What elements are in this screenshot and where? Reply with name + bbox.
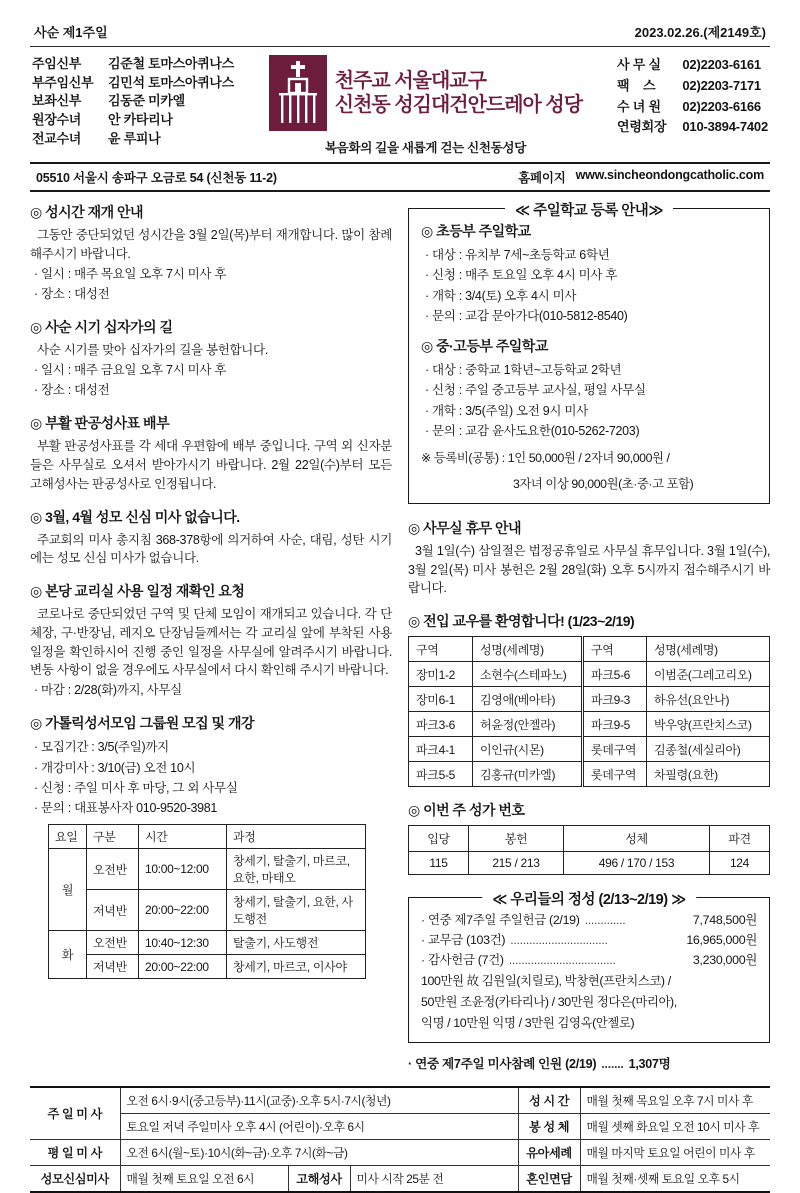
- col-header: 요일: [49, 825, 87, 849]
- bible-class-table: [48, 824, 366, 979]
- section-title: ◎ 본당 교리실 사용 일정 재확인 요청: [30, 583, 245, 599]
- col-header: 시간: [139, 825, 227, 849]
- bullet-line: · 대상 : 유치부 7세~초등학교 6학년: [425, 248, 610, 262]
- hymn-number: 124: [710, 852, 770, 875]
- liturgical-season: 사순 제1주일: [34, 25, 108, 40]
- church-name: 신천동 성김대건안드레아 성당: [334, 94, 583, 116]
- staff-role: 부주임신부: [32, 74, 94, 90]
- hymn-number: 496 / 170 / 153: [564, 852, 710, 875]
- sunday-school-box: [408, 203, 770, 504]
- church-address: 05510 서울시 송파구 오금로 54 (신천동 11-2): [36, 171, 277, 185]
- offering-label: · 감사헌금 (7건): [421, 953, 504, 968]
- table-row: [409, 852, 770, 875]
- table-row: [30, 1165, 770, 1192]
- tagline: 복음화의 길을 새롭게 걷는 신천동성당: [324, 141, 526, 155]
- schedule-label: 평 일 미 사: [30, 1139, 120, 1165]
- cell: 장미1-2: [409, 662, 473, 687]
- cell: 김종철(세실리아): [647, 737, 770, 762]
- staff-role: 보좌신부: [32, 93, 82, 109]
- attendance-label: · 연중 제7주일 미사참례 인원 (2/19): [408, 1056, 597, 1071]
- section-body: 부활 판공성사표를 각 세대 우편함에 배부 중입니다. 구역 외 신자분들은 사무실로 오셔서 받아가시기 바랍니다. 2월 22일(수)부터 모든 고해성사는 판공성사로 인정됩니다.: [30, 439, 392, 491]
- section-office-closed: [408, 518, 770, 598]
- cell: 저녁반: [87, 955, 139, 979]
- schedule-label: 봉 성 체: [518, 1113, 580, 1139]
- attendance-count: 1,307명: [628, 1056, 671, 1071]
- cell: 이인규(시몬): [473, 737, 583, 762]
- schedule-value: 오전 6시(월~토)·10시(화~금)·오후 7시(화~금): [120, 1139, 518, 1165]
- dot-leader: .............: [584, 913, 626, 928]
- cell: 창세기, 탈출기, 마르코, 요한, 마태오: [227, 849, 366, 890]
- col-header: 봉헌: [469, 826, 564, 852]
- col-header: 구역: [583, 637, 647, 662]
- church-logo-icon: [269, 55, 327, 131]
- cell: 파크9-5: [583, 712, 647, 737]
- hymn-table: [408, 825, 770, 875]
- table-header-row: [49, 825, 366, 849]
- section-newcomers: [408, 611, 770, 787]
- cell: 소현수(스테파노): [473, 662, 583, 687]
- top-row: [30, 20, 770, 46]
- brand-block: [269, 55, 582, 156]
- table-row: [409, 712, 770, 737]
- schedule-value: 매월 첫째·셋째 토요일 오후 5시: [580, 1165, 770, 1192]
- staff-name: 윤 루피나: [108, 130, 161, 146]
- staff-row: [32, 92, 234, 111]
- bullet-line: · 일시 : 매주 목요일 오후 7시 미사 후: [34, 266, 227, 281]
- schedule-value: 오전 6시·9시(중고등부)·11시(교중)·오후 5시·7시(청년): [120, 1087, 518, 1114]
- newcomers-table: [408, 636, 770, 787]
- bullet-line: · 문의 : 교감 문아가다(010-5812-8540): [425, 308, 628, 323]
- schedule-label: 혼인면담: [518, 1165, 580, 1192]
- offering-detail: 익명 / 10만원 익명 / 3만원 김영옥(안젤로): [421, 1016, 635, 1031]
- homepage-link[interactable]: www.sincheondongcatholic.com: [575, 168, 764, 182]
- schedule-label: 고해성사: [288, 1165, 350, 1192]
- right-column: [408, 202, 770, 1072]
- cell: 박우양(프란치스코): [647, 712, 770, 737]
- cell: 20:00~22:00: [139, 955, 227, 979]
- bullet-line: · 개학 : 3/5(주일) 오전 9시 미사: [425, 403, 588, 418]
- section-holy-hour: [30, 202, 392, 304]
- bullet-line: · 장소 : 대성전: [34, 286, 110, 301]
- cell: 롯데구역: [583, 737, 647, 762]
- cell: 20:00~22:00: [139, 890, 227, 931]
- staff-name: 김동준 미카엘: [108, 93, 185, 109]
- address-row: [30, 164, 770, 190]
- table-row: [409, 737, 770, 762]
- cell: 차필령(요한): [647, 762, 770, 787]
- schedule-label: 주 일 미 사: [30, 1087, 120, 1140]
- cell: 10:40~12:30: [139, 931, 227, 955]
- schedule-label: 성모신심미사: [30, 1165, 120, 1192]
- staff-row: [32, 74, 234, 93]
- staff-role: 주임신부: [32, 56, 82, 71]
- cell: 파크5-5: [409, 762, 473, 787]
- col-header: 성명(세례명): [473, 637, 583, 662]
- day-cell: 월: [49, 849, 87, 931]
- offering-amount: 7,748,500원: [692, 913, 757, 928]
- section-body: 주교회의 미사 총지침 368-378항에 의거하여 사순, 대림, 성탄 시기에는 성모 신심 미사가 없습니다.: [30, 532, 392, 566]
- staff-row: [32, 55, 234, 74]
- schedule-label: 성 시 간: [518, 1087, 580, 1114]
- bullet-line: · 신청 : 매주 토요일 오후 4시 미사 후: [425, 268, 618, 283]
- staff-list: [32, 55, 234, 156]
- contact-number: 010-3894-7402: [682, 119, 768, 135]
- bullet-line: · 문의 : 대표봉사자 010-9520-3981: [34, 801, 218, 815]
- section-stations-of-cross: [30, 317, 392, 400]
- offering-line: [421, 930, 757, 950]
- masthead: [30, 47, 770, 162]
- col-header: 파견: [710, 826, 770, 852]
- cell: 오전반: [87, 931, 139, 955]
- section-hymns: [408, 800, 770, 875]
- offering-amount: 16,965,000원: [686, 933, 757, 948]
- cell: 10:00~12:00: [139, 849, 227, 890]
- cell: 탈출기, 사도행전: [227, 931, 366, 955]
- staff-role: 원장수녀: [32, 112, 82, 128]
- bullet-line: · 대상 : 중학교 1학년~고등학교 2학년: [425, 363, 622, 377]
- staff-role: 전교수녀: [32, 130, 82, 146]
- dot-leader: ..................................: [508, 953, 616, 968]
- contact-number: 02)2203-7171: [682, 77, 761, 93]
- contact-number: 02)2203-6166: [682, 98, 761, 114]
- box-title: ≪ 우리들의 정성 (2/13~2/19) ≫: [482, 888, 696, 909]
- hymn-number: 215 / 213: [469, 852, 564, 875]
- section-easter-confession-cards: [30, 413, 392, 493]
- offering-box: [408, 892, 770, 1043]
- schedule-value: 토요일 저녁 주일미사 오후 4시 (어린이)·오후 6시: [120, 1113, 518, 1139]
- contact-label: 연령회장: [616, 119, 667, 135]
- staff-name: 김민석 토마스아퀴나스: [108, 74, 234, 90]
- cell: 하유선(요안나): [647, 687, 770, 712]
- col-header: 성체: [564, 826, 710, 852]
- section-title: ◎ 3월, 4월 성모 신심 미사 없습니다.: [30, 508, 240, 525]
- section-title: ◎ 이번 주 성가 번호: [408, 802, 525, 819]
- fee-note-line1: ※ 등록비(공통) : 1인 50,000원 / 2자녀 90,000원 /: [421, 451, 670, 465]
- bullet-line: · 문의 : 교감 윤사도요한(010-5262-7203): [425, 423, 640, 438]
- bullet-line: · 개강미사 : 3/10(금) 오전 10시: [34, 760, 196, 775]
- fee-note-line2: 3자녀 이상 90,000원(초·중·고 포함): [513, 477, 694, 492]
- col-header: 구역: [409, 637, 473, 662]
- bullet-line: · 마감 : 2/28(화)까지, 사무실: [34, 683, 182, 697]
- mass-attendance-line: [408, 1053, 770, 1072]
- staff-row: [32, 111, 234, 130]
- section-body: 그동안 중단되었던 성시간을 3월 2일(목)부터 재개합니다. 많이 참례해주시기 바랍니다.: [30, 228, 392, 261]
- schedule-value: 매월 첫째 토요일 오전 6시: [120, 1165, 288, 1192]
- mass-schedule-table: [30, 1086, 770, 1193]
- diocese-name: 천주교 서울대교구: [334, 70, 486, 92]
- contact-row: [617, 76, 768, 97]
- table-row: [49, 955, 366, 979]
- table-row: [409, 762, 770, 787]
- offering-line: [421, 950, 757, 970]
- bullet-line: · 일시 : 매주 금요일 오후 7시 미사 후: [34, 362, 227, 377]
- dot-leader: .......: [601, 1056, 624, 1071]
- col-header: 입당: [409, 826, 469, 852]
- col-header: 구분: [87, 825, 139, 849]
- cell: 파크3-6: [409, 712, 473, 737]
- cell: 장미6-1: [409, 687, 473, 712]
- contact-row: [617, 117, 768, 138]
- section-title: ◎ 중·고등부 주일학교: [421, 338, 548, 354]
- schedule-value: 매월 셋째 화요일 오전 10시 미사 후: [580, 1113, 770, 1139]
- contact-label: 사 무 실: [616, 57, 661, 72]
- schedule-value: 매월 첫째 목요일 오후 7시 미사 후: [580, 1087, 770, 1114]
- table-row: [49, 890, 366, 931]
- section-bible-group: [30, 713, 392, 979]
- schedule-label: 유아세례: [518, 1139, 580, 1165]
- contact-list: [617, 55, 768, 156]
- left-column: [30, 202, 392, 1072]
- day-cell: 화: [49, 931, 87, 979]
- section-title: ◎ 가톨릭성서모임 그룹원 모집 및 개강: [30, 715, 255, 732]
- col-header: 과정: [227, 825, 366, 849]
- bullet-line: · 신청 : 주일 중고등부 교사실, 평일 사무실: [425, 383, 646, 398]
- bullet-line: · 모집기간 : 3/5(주일)까지: [34, 740, 169, 755]
- table-row: [49, 849, 366, 890]
- offering-label: · 연중 제7주일 주일헌금 (2/19): [421, 913, 580, 928]
- schedule-value: 매월 마지막 토요일 어린이 미사 후: [580, 1139, 770, 1165]
- table-header-row: [409, 637, 770, 662]
- cell: 파크4-1: [409, 737, 473, 762]
- contact-label: 수 녀 원: [616, 98, 661, 114]
- section-no-marian-mass: [30, 507, 392, 569]
- offering-label: · 교무금 (103건): [421, 933, 506, 948]
- bullet-line: · 장소 : 대성전: [34, 383, 110, 397]
- offering-amount: 3,230,000원: [692, 953, 757, 968]
- cell: 롯데구역: [583, 762, 647, 787]
- contact-row: [617, 55, 768, 76]
- section-body: 코로나로 중단되었던 구역 및 단체 모임이 재개되고 있습니다. 각 단체장, 구·반장님, 레지오 단장님들께서는 각 교리실 앞에 부착된 사용 일정을 확인하시어 진행 중인 일정을 사무실에 알려주시기 바랍니다. 변동 사항이 없을 경우에도 사무실에서 다시 확인해 주시기 바랍니다.: [30, 607, 392, 678]
- contact-row: [617, 97, 768, 118]
- offering-line: [421, 910, 757, 930]
- schedule-value: 미사 시작 25분 전: [350, 1165, 518, 1192]
- table-row: [409, 662, 770, 687]
- homepage-label: 홈페이지: [518, 171, 566, 185]
- table-row: [49, 931, 366, 955]
- contact-number: 02)2203-6161: [682, 57, 761, 72]
- issue-number: 2023.02.26.(제2149호): [634, 25, 766, 40]
- offering-detail: 100만원 故 김원일(치릴로), 박창현(프란치스코) /: [421, 974, 671, 989]
- section-title: ◎ 전입 교우를 환영합니다! (1/23~2/19): [408, 613, 635, 630]
- section-title: ◎ 사순 시기 십자가의 길: [30, 319, 173, 335]
- hymn-number: 115: [409, 852, 469, 875]
- cell: 파크5-6: [583, 662, 647, 687]
- cell: 저녁반: [87, 890, 139, 931]
- church-title: [335, 69, 582, 117]
- cell: 창세기, 탈출기, 요한, 사도행전: [227, 890, 366, 931]
- cell: 오전반: [87, 849, 139, 890]
- table-row: [30, 1139, 770, 1165]
- section-title: ◎ 초등부 주일학교: [421, 223, 531, 239]
- section-classroom-schedule: [30, 581, 392, 700]
- staff-name: 김준철 토마스아퀴나스: [108, 56, 234, 71]
- cell: 파크9-3: [583, 687, 647, 712]
- table-row: [409, 687, 770, 712]
- bullet-line: · 신청 : 주일 미사 후 마당, 그 외 사무실: [34, 780, 238, 795]
- contact-label: 팩 스: [616, 77, 656, 93]
- section-title: ◎ 부활 판공성사표 배부: [30, 415, 170, 432]
- cell: 창세기, 마르코, 이사야: [227, 955, 366, 979]
- section-title: ◎ 성시간 재개 안내: [30, 204, 144, 220]
- staff-name: 안 카타리나: [108, 112, 173, 128]
- cell: 이범준(그레고리오): [647, 662, 770, 687]
- cell: 허윤정(안젤라): [473, 712, 583, 737]
- dot-leader: ...............................: [510, 933, 608, 948]
- cell: 김홍규(미카엘): [473, 762, 583, 787]
- staff-row: [32, 130, 234, 149]
- table-row: [30, 1113, 770, 1139]
- bullet-line: · 개학 : 3/4(토) 오후 4시 미사: [425, 288, 577, 303]
- church-building-cross-icon: [269, 55, 327, 131]
- table-row: [30, 1087, 770, 1114]
- section-title: ◎ 사무실 휴무 안내: [408, 519, 522, 536]
- table-header-row: [409, 826, 770, 852]
- cell: 김영애(베아타): [473, 687, 583, 712]
- section-body: 사순 시기를 맞아 십자가의 길을 봉헌합니다.: [37, 343, 268, 357]
- section-body: 3월 1일(수) 삼일절은 법정공휴일로 사무실 휴무입니다. 3월 1일(수), 3월 2일(목) 미사 봉헌은 2월 28일(화) 오후 5시까지 접수해주시기 바랍니다.: [408, 543, 770, 596]
- offering-detail: 50만원 조윤정(카타리나) / 30만원 정다은(마리아),: [421, 995, 677, 1010]
- box-title: ≪ 주일학교 등록 안내≫: [505, 199, 673, 220]
- col-header: 성명(세례명): [647, 637, 770, 662]
- divider: [30, 190, 770, 192]
